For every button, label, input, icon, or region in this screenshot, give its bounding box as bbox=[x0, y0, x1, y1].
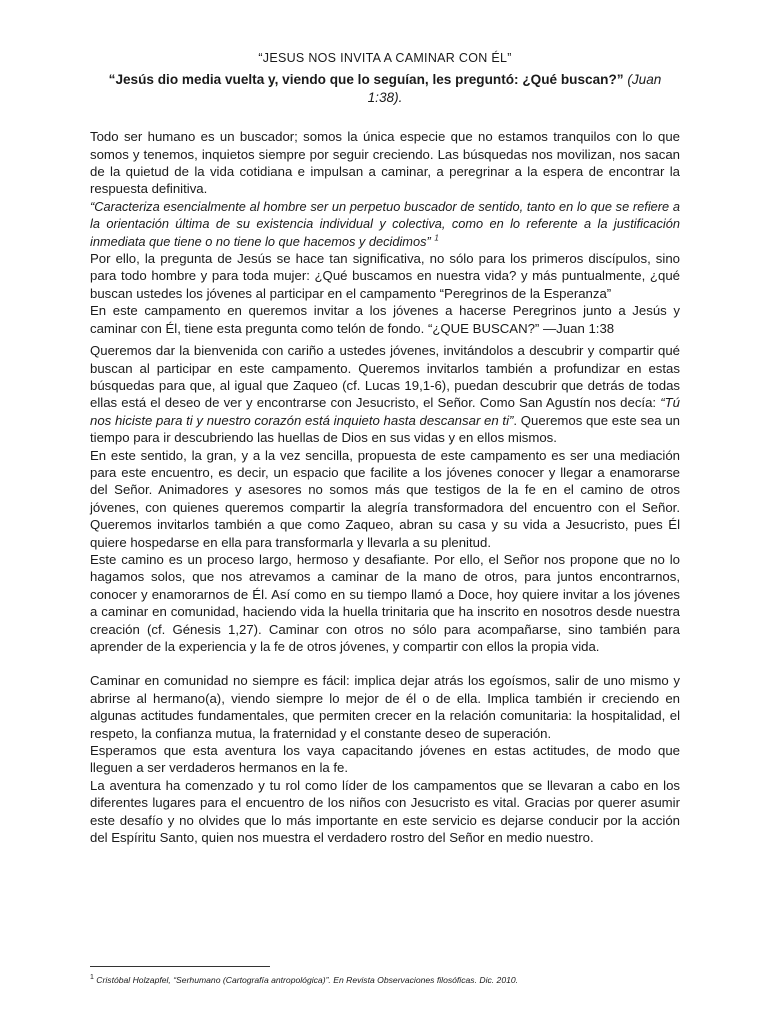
paragraph-adventure: La aventura ha comenzado y tu rol como líder de los campamentos que se llevaran a cabo en los diferentes lugares para el encuentro de los niños con Jesucristo es vital. Gracias por querer asumir este desafío y no olvides que lo más importante en este servicio es dejarse conducir por la acción del Espíritu Santo, quien nos muestra el verdadero rostro del Señor en medio nuestro. bbox=[90, 777, 680, 846]
footnote bbox=[90, 974, 690, 986]
subtitle-quote: “Jesús dio media vuelta y, viendo que lo seguían, les preguntó: ¿Qué buscan?” bbox=[108, 72, 624, 88]
footnote-reference: 1 bbox=[434, 233, 439, 243]
paragraph-community: Caminar en comunidad no siempre es fácil: implica dejar atrás los egoísmos, salir de uno mismo y abrirse al hermano(a), viendo siempre lo mejor de él o de ella. Implica también ir creciendo en algunas actitudes fundamentales, que permiten crecer en la relación comunitaria: la hospitalidad, el respeto, la confianza mutua, la fraternidad y el constante deseo de superación. bbox=[90, 673, 680, 741]
document-subtitle bbox=[90, 71, 680, 106]
subtitle-reference: (Juan 1:38). bbox=[367, 72, 662, 105]
paragraph-intro: Todo ser humano es un buscador; somos la única especie que no estamos tranquilos con lo que somos y tenemos, inquietos siempre por seguir creciendo. Las búsquedas nos movilizan, nos sacan de la quietud de la vida cotidiana e impulsan a caminar, a peregrinar a la espera de encontrar la respuesta definitiva. bbox=[90, 129, 680, 197]
document-page bbox=[90, 50, 680, 846]
footnote-mark: 1 bbox=[90, 974, 94, 982]
paragraph-camp: En este campamento en queremos invitar a los jóvenes a hacerse Peregrinos junto a Jesús y caminar con Él, tiene esta pregunta como telón de fondo. “¿QUE BUSCAN?” —Juan 1:38 bbox=[90, 303, 680, 336]
footnote-divider bbox=[90, 966, 270, 967]
footnote-text: Cristóbal Holzapfel, “Serhumano (Cartografía antropológica)”. En Revista Observaciones filosóficas. Dic. 2010. bbox=[96, 975, 519, 985]
paragraph-hope: Esperamos que esta aventura los vaya capacitando jóvenes en estas actitudes, de modo que lleguen a ser verdaderos hermanos en la fe. bbox=[90, 743, 680, 776]
block-quote-text: “Caracteriza esencialmente al hombre ser un perpetuo buscador de sentido, tanto en lo que se refiere a la orientación última de su existencia individual y colectiva, como en lo referente a la justificación inmediata que tiene o no tiene lo que hacemos y decidimos” bbox=[90, 198, 680, 249]
paragraph-journey: Este camino es un proceso largo, hermoso y desafiante. Por ello, el Señor nos propone que no lo hagamos solos, que nos atrevamos a caminar de la mano de otros, para juntos encontrarnos, conocer y enamorarnos de Él. Así como en su tiempo llamó a Doce, hoy quiere invitar a los jóvenes a caminar en comunidad, haciendo vida la huella trinitaria que ha inscrito en nosotros desde nuestra creación (cf. Génesis 1,27). Caminar con otros no sólo para acompañarse, sino también para aprender de la experiencia y la fe de otros jóvenes, y compartir con ellos la propia vida. bbox=[90, 551, 680, 654]
augustine-quote: “Tú nos hiciste para ti y nuestro corazón está inquieto hasta descansar en ti” bbox=[90, 395, 680, 428]
block-quote bbox=[90, 198, 680, 250]
document-title: “JESUS NOS INVITA A CAMINAR CON ÉL” bbox=[258, 51, 512, 65]
welcome-text-end: . Queremos que este sea un tiempo para ir descubriendo las huellas de Dios en sus vidas y en ellos mismos. bbox=[90, 412, 680, 446]
paragraph-welcome bbox=[90, 342, 680, 446]
paragraph-question: Por ello, la pregunta de Jesús se hace tan significativa, no sólo para los primeros discípulos, sino para todo hombre y para toda mujer: ¿Qué buscamos en nuestra vida? y más puntualmente, ¿qué buscan ustedes los jóvenes al participar en el campamento “Peregrinos de la Esperanza” bbox=[90, 251, 680, 301]
welcome-text-start: Queremos dar la bienvenida con cariño a ustedes jóvenes, invitándolos a descubrir y compartir qué buscan al participar en este campamento. Queremos invitarlos también a profundizar en estas búsquedas para que, al igual que Zaqueo (cf. Lucas 19,1-6), puedan descubrir que detrás de todas ellas está el deseo de ver y encontrarse con Jesucristo, el Señor. Como San Agustín nos decía: bbox=[90, 343, 680, 411]
paragraph-mediation: En este sentido, la gran, y a la vez sencilla, propuesta de este campamento es ser una mediación para este encuentro, es decir, un espacio que facilite a los jóvenes conocer y llegar a enamorarse del Señor. Animadores y asesores no somos más que testigos de la fe en el camino de otros jóvenes, con quienes queremos compartir la alegría transformadora del encuentro con el Señor. Queremos invitarlos también a que como Zaqueo, abran su casa y su vida a Jesucristo, pues Él quiere hospedarse en ella para transformarla y llevarla a su plenitud. bbox=[90, 447, 680, 550]
